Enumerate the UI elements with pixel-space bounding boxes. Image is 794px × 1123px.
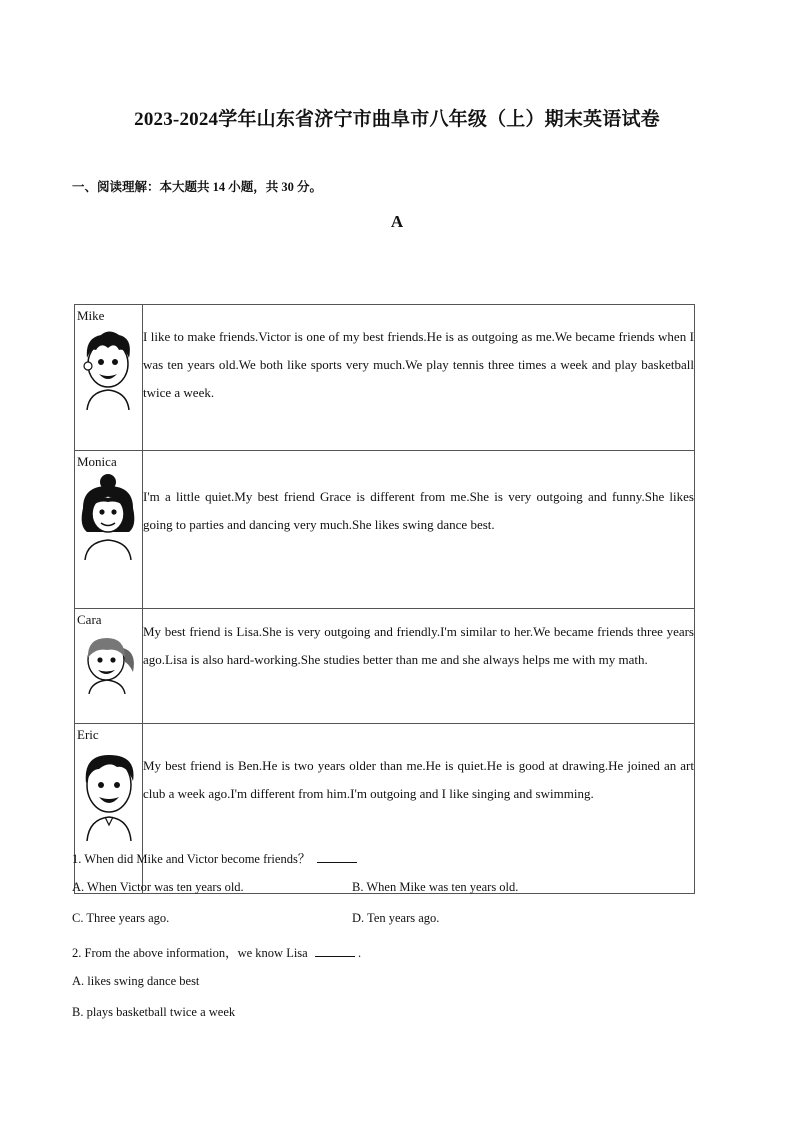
girl-ponytail-icon — [79, 630, 137, 694]
option-d[interactable]: D. Ten years ago. — [352, 911, 440, 925]
page-title: 2023-2024学年山东省济宁市曲阜市八年级（上）期末英语试卷 — [134, 109, 660, 130]
boy-short-hair-icon — [79, 745, 139, 841]
table-row — [75, 724, 695, 894]
question-number: 2. — [72, 946, 82, 960]
section-heading: 一、阅读理解：本大题共 14 小题，共 30 分。 — [72, 180, 323, 194]
person-cell — [75, 724, 143, 894]
person-cell — [75, 609, 143, 724]
person-name: Eric — [77, 727, 99, 742]
person-cell — [75, 305, 143, 451]
person-text: My best friend is Ben.He is two years older than me.He is quiet.He is good at drawing.He joined an art club a week ago.I'm different from him.I'm outgoing and I like singing and swimming. — [143, 724, 695, 894]
table-row — [75, 305, 695, 451]
person-text: I like to make friends.Victor is one of my best friends.He is as outgoing as me.We became friends when I was ten years old.We both like sports very much.We play tennis three times a week and play basketball twice a week. — [143, 305, 695, 451]
question-stem-end: . — [357, 946, 362, 960]
option-b[interactable]: B. When Mike was ten years old. — [352, 880, 519, 894]
table-row — [75, 609, 695, 724]
question-number: 1. — [72, 852, 82, 866]
question-stem: When did Mike and Victor become friends？ — [84, 852, 311, 866]
person-cell — [75, 451, 143, 609]
question-2 — [72, 943, 361, 961]
option-c[interactable]: C. Three years ago. — [72, 911, 170, 925]
question-1 — [72, 849, 357, 867]
option-a[interactable]: A. When Victor was ten years old. — [72, 880, 244, 894]
person-name: Mike — [77, 308, 105, 323]
girl-bun-hair-icon — [79, 472, 137, 560]
option-b[interactable]: B. plays basketball twice a week — [72, 1005, 236, 1019]
passage-label: A — [390, 212, 404, 231]
boy-curly-hair-icon — [79, 326, 137, 410]
option-a[interactable]: A. likes swing dance best — [72, 974, 200, 988]
person-name: Monica — [77, 454, 117, 469]
table-row — [75, 451, 695, 609]
friends-table — [74, 304, 695, 894]
person-text: My best friend is Lisa.She is very outgoing and friendly.I'm similar to her.We became friends three years ago.Lisa is also hard-working.She studies better than me and she always helps me with my math. — [143, 609, 695, 724]
question-stem: From the above information，we know Lisa — [84, 946, 308, 960]
answer-blank[interactable] — [317, 852, 357, 863]
person-name: Cara — [77, 612, 102, 627]
person-text: I'm a little quiet.My best friend Grace is different from me.She is very outgoing and funny.She likes going to parties and dancing very much.She likes swing dance best. — [143, 451, 695, 609]
answer-blank[interactable] — [315, 946, 355, 957]
